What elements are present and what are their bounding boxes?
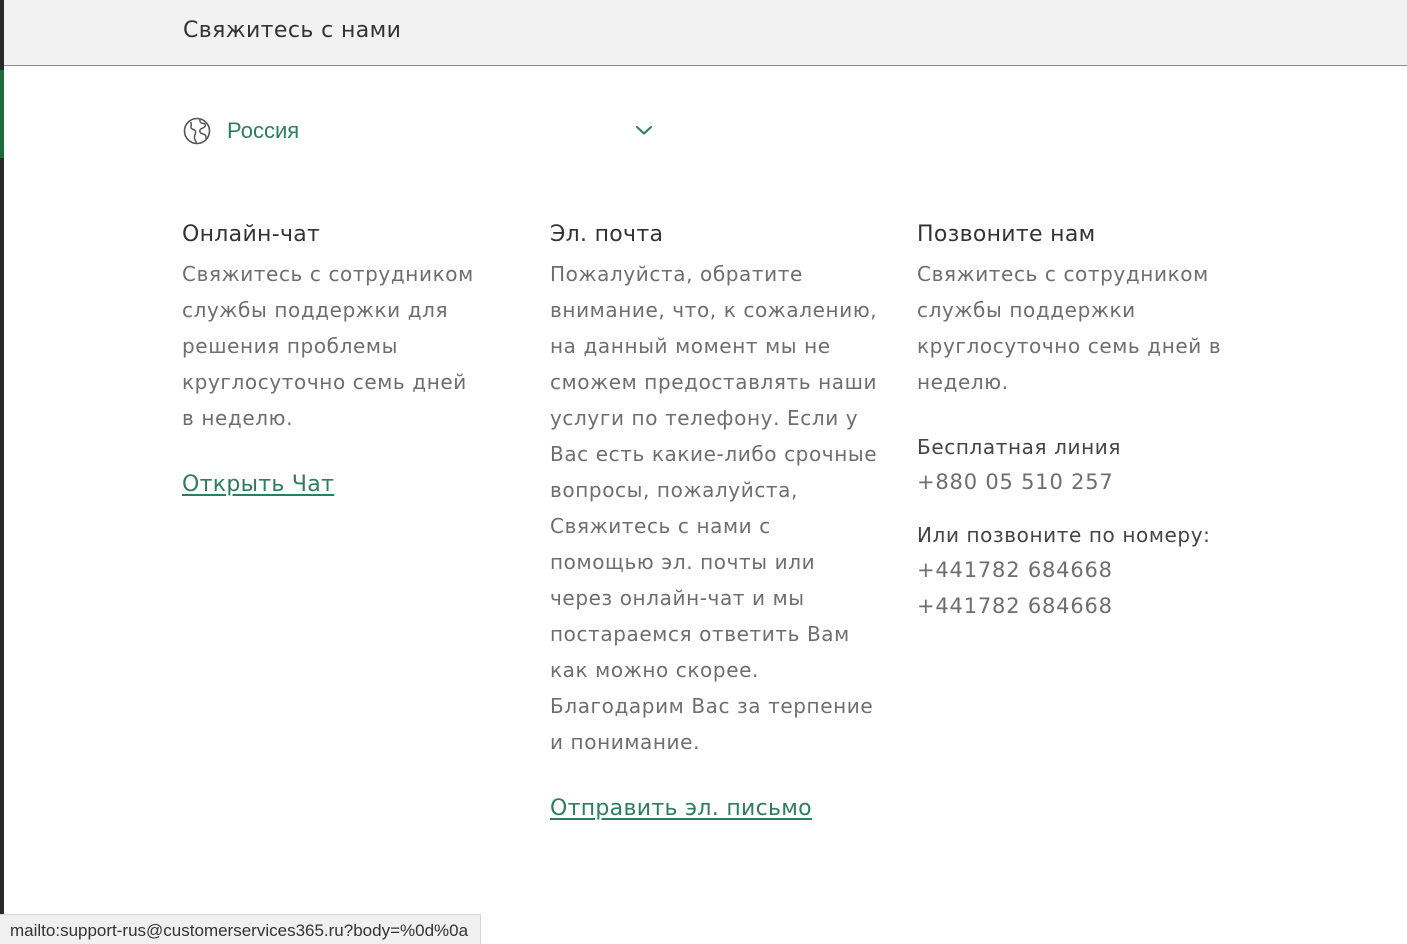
browser-status-bar: mailto:support-rus@customerservices365.ru?body=%0d%0a — [0, 914, 481, 944]
call-section — [917, 220, 1237, 624]
free-line-label: Бесплатная линия — [917, 435, 1121, 459]
online-chat-description: Свяжитесь с сотрудником службы поддержки для решения проблемы круглосуточно семь дней в неделю. — [182, 262, 474, 430]
country-selected-label: Россия — [227, 118, 300, 143]
send-email-link[interactable]: Отправить эл. письмо — [550, 796, 812, 821]
chevron-down-icon — [634, 123, 654, 137]
email-section — [550, 220, 880, 821]
free-line-phone[interactable]: +880 05 510 257 — [917, 470, 1114, 494]
country-selector[interactable] — [182, 114, 658, 150]
phone-number[interactable]: +441782 684668 — [917, 558, 1113, 582]
email-description: Пожалуйста, обратите внимание, что, к сожалению, на данный момент мы не сможем предоставлять наши услуги по телефону. Если у Вас есть какие-либо срочные вопросы, пожалуйста, Свяжитесь с нами с помощью эл. почты или через онлайн-чат и мы постараемся ответить Вам как можно скорее. Благодарим Вас за терпение и понимание. — [550, 262, 878, 754]
open-chat-link[interactable]: Открыть Чат — [182, 472, 335, 497]
phone-number[interactable]: +441782 684668 — [917, 594, 1113, 618]
header-bar — [4, 0, 1407, 66]
window-edge-accent — [0, 70, 4, 158]
page-title: Свяжитесь с нами — [183, 18, 402, 43]
globe-icon — [182, 116, 212, 146]
other-number-label: Или позвоните по номеру: — [917, 523, 1211, 547]
email-title: Эл. почта — [550, 222, 664, 247]
online-chat-title: Онлайн-чат — [182, 222, 321, 247]
online-chat-section — [182, 220, 482, 497]
call-title: Позвоните нам — [917, 222, 1096, 247]
call-description: Свяжитесь с сотрудником службы поддержки круглосуточно семь дней в неделю. — [917, 262, 1222, 394]
